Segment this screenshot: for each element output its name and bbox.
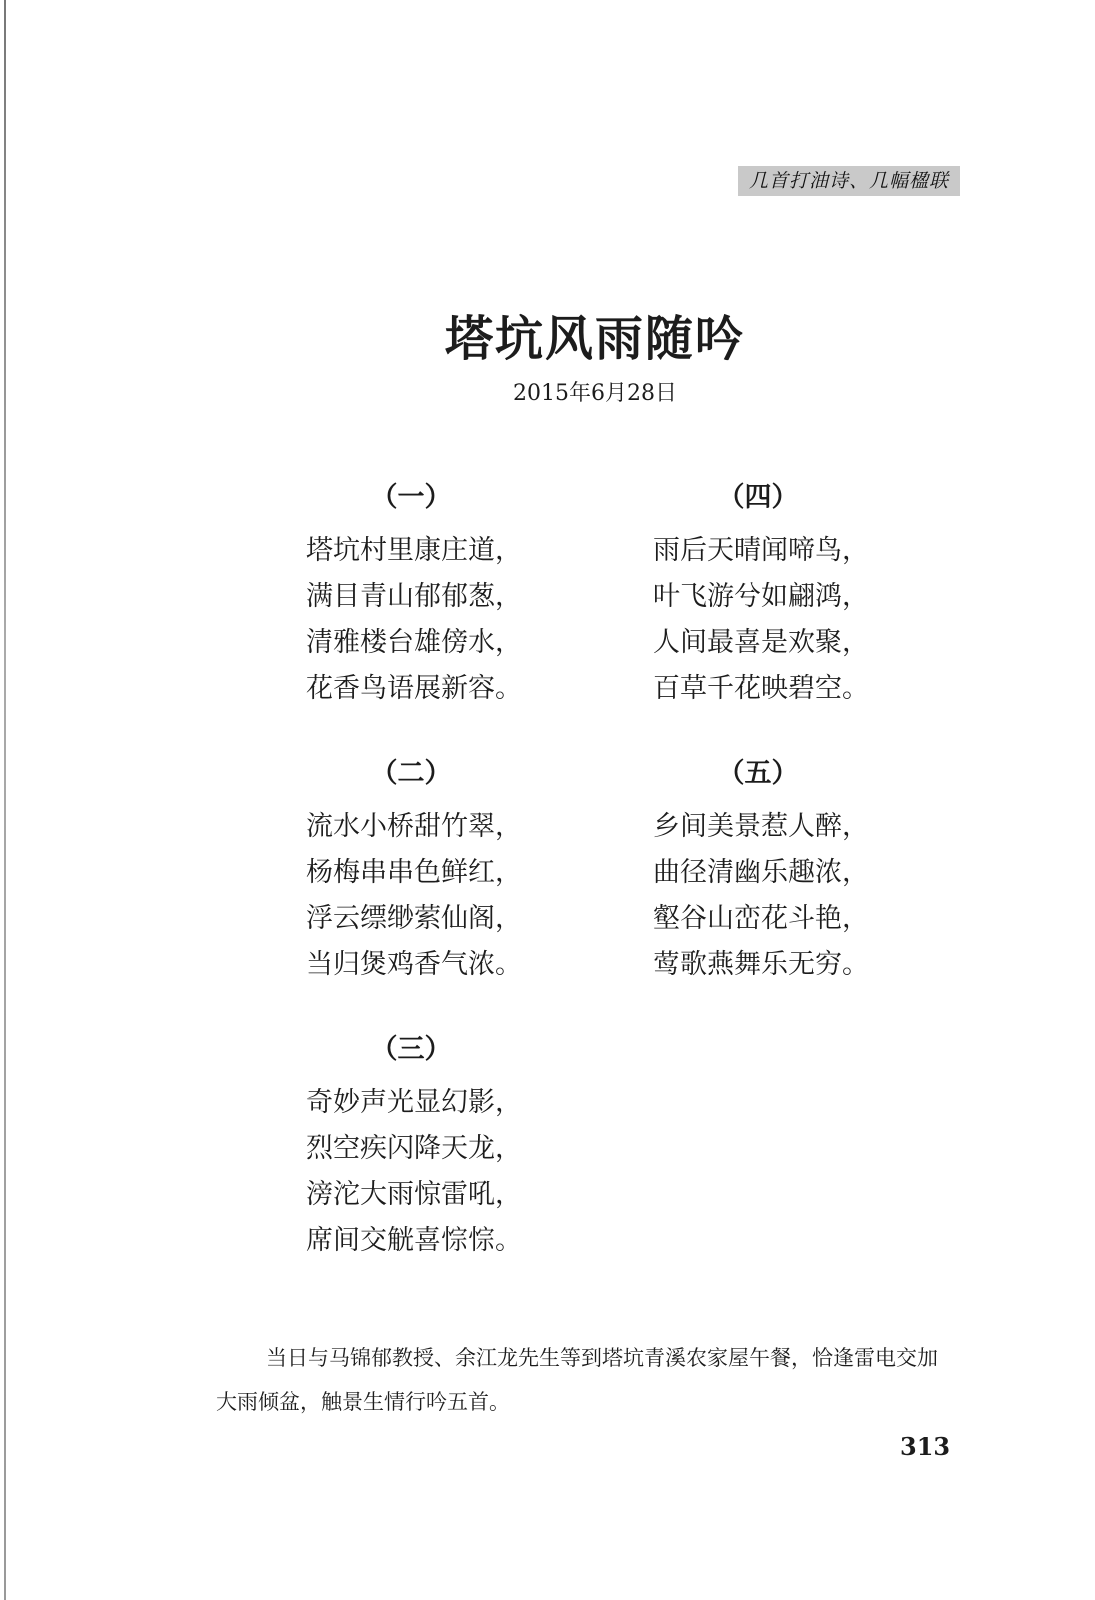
poem-line: 花香鸟语展新容。 — [306, 673, 522, 704]
poem-number: （二） — [370, 758, 452, 789]
poem-number: （一） — [370, 482, 452, 513]
poem-line: 乡间美景惹人醉， — [653, 811, 869, 842]
poem-4 — [653, 484, 893, 712]
poem-number: （三） — [370, 1034, 452, 1065]
running-header: 几首打油诗、几幅楹联 — [738, 166, 960, 196]
poem-number: （五） — [717, 758, 799, 789]
author-note-text: 当日与马锦郁教授、余江龙先生等到塔坑青溪农家屋午餐，恰逢雷电交加大雨倾盆，触景生情行吟五首。 — [216, 1346, 938, 1414]
poem-line: 壑谷山峦花斗艳， — [653, 903, 869, 934]
poem-2 — [306, 760, 546, 988]
poem-line: 流水小桥甜竹翠， — [306, 811, 522, 842]
poem-line: 杨梅串串色鲜红， — [306, 857, 522, 888]
poem-line: 滂沱大雨惊雷吼， — [306, 1179, 522, 1210]
poem-3 — [306, 1036, 546, 1264]
poem-line: 烈空疾闪降天龙， — [306, 1133, 522, 1164]
poem-line: 雨后天晴闻啼鸟， — [653, 535, 869, 566]
poem-line: 百草千花映碧空。 — [653, 673, 869, 704]
poem-line: 叶飞游兮如翩鸿， — [653, 581, 869, 612]
author-note — [216, 1336, 952, 1424]
page-number: 313 — [900, 1432, 951, 1461]
article-date: 2015年6月28日 — [513, 381, 677, 406]
page-left-edge — [4, 0, 6, 1600]
poem-line: 莺歌燕舞乐无穷。 — [653, 949, 869, 980]
poem-line: 席间交觥喜悰悰。 — [306, 1225, 522, 1256]
poem-1 — [306, 484, 546, 712]
poem-line: 奇妙声光显幻影， — [306, 1087, 522, 1118]
poem-line: 人间最喜是欢聚， — [653, 627, 869, 658]
poem-number: （四） — [717, 482, 799, 513]
article-title: 塔坑风雨随吟 — [444, 311, 745, 367]
poem-line: 满目青山郁郁葱， — [306, 581, 522, 612]
poem-line: 清雅楼台雄傍水， — [306, 627, 522, 658]
poem-line: 当归煲鸡香气浓。 — [306, 949, 522, 980]
poem-5 — [653, 760, 893, 988]
poem-line: 曲径清幽乐趣浓， — [653, 857, 869, 888]
poem-line: 塔坑村里康庄道， — [306, 535, 522, 566]
poem-line: 浮云缥缈萦仙阁， — [306, 903, 522, 934]
